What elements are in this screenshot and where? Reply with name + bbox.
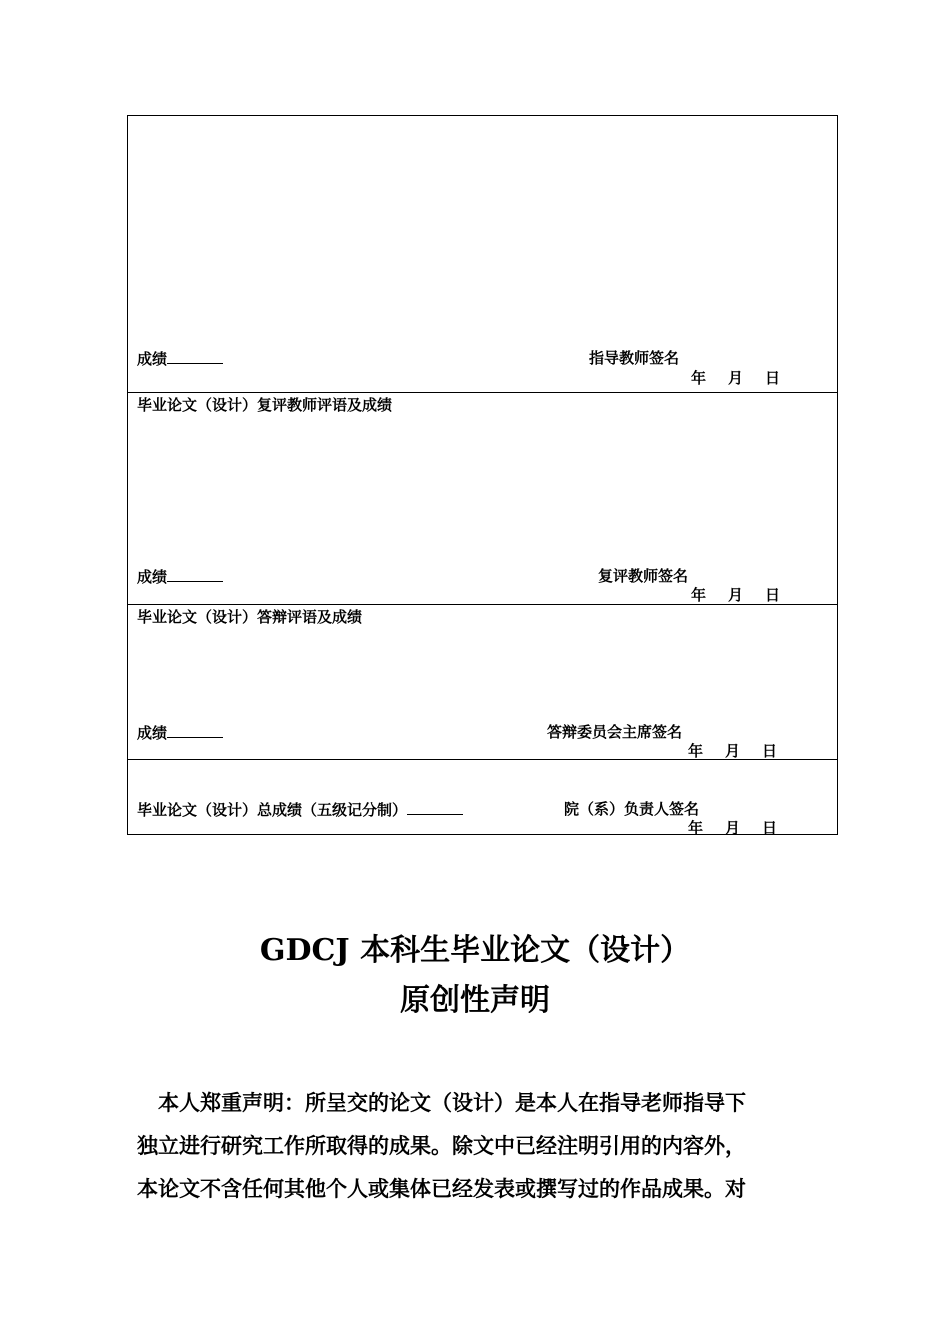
committee-chair-signature-label: 答辩委员会主席签名	[547, 723, 683, 741]
defense-heading: 毕业论文（设计）答辩评语及成绩	[137, 608, 363, 626]
total-grade-field	[137, 800, 463, 819]
total-grade-blank[interactable]	[407, 800, 463, 815]
reviewer-heading: 毕业论文（设计）复评教师评语及成绩	[137, 396, 393, 414]
grade-blank[interactable]	[167, 567, 223, 582]
evaluation-table	[127, 115, 838, 835]
body-line: 本论文不含任何其他个人或集体已经发表或撰写过的作品成果。对	[137, 1176, 746, 1201]
advisor-comment-row	[128, 116, 837, 392]
grade-field	[137, 349, 223, 368]
reviewer-comment-row	[128, 392, 837, 604]
grade-field	[137, 567, 223, 586]
grade-label: 成绩	[137, 350, 168, 368]
grade-blank[interactable]	[167, 723, 223, 738]
reviewer-signature-label: 复评教师签名	[598, 567, 689, 585]
body-line: 独立进行研究工作所取得的成果。除文中已经注明引用的内容外，	[137, 1133, 746, 1158]
declaration-subtitle: 原创性声明	[400, 983, 550, 1018]
date-line: 年 月 日	[691, 586, 781, 604]
grade-label: 成绩	[137, 724, 168, 742]
date-line: 年 月 日	[688, 742, 778, 760]
defense-comment-row	[128, 604, 837, 759]
declaration-body	[137, 1081, 847, 1210]
grade-field	[137, 723, 223, 742]
advisor-signature-label: 指导教师签名	[589, 349, 680, 367]
total-grade-label: 毕业论文（设计）总成绩（五级记分制）	[137, 801, 408, 819]
total-grade-row	[128, 759, 837, 835]
grade-label: 成绩	[137, 568, 168, 586]
declaration-title: GDCJ 本科生毕业论文（设计）	[259, 933, 691, 968]
date-line: 年 月 日	[688, 819, 778, 837]
date-line: 年 月 日	[691, 369, 781, 387]
body-line: 本人郑重声明：所呈交的论文（设计）是本人在指导老师指导下	[137, 1090, 746, 1115]
dean-signature-label: 院（系）负责人签名	[564, 800, 700, 818]
grade-blank[interactable]	[167, 349, 223, 364]
